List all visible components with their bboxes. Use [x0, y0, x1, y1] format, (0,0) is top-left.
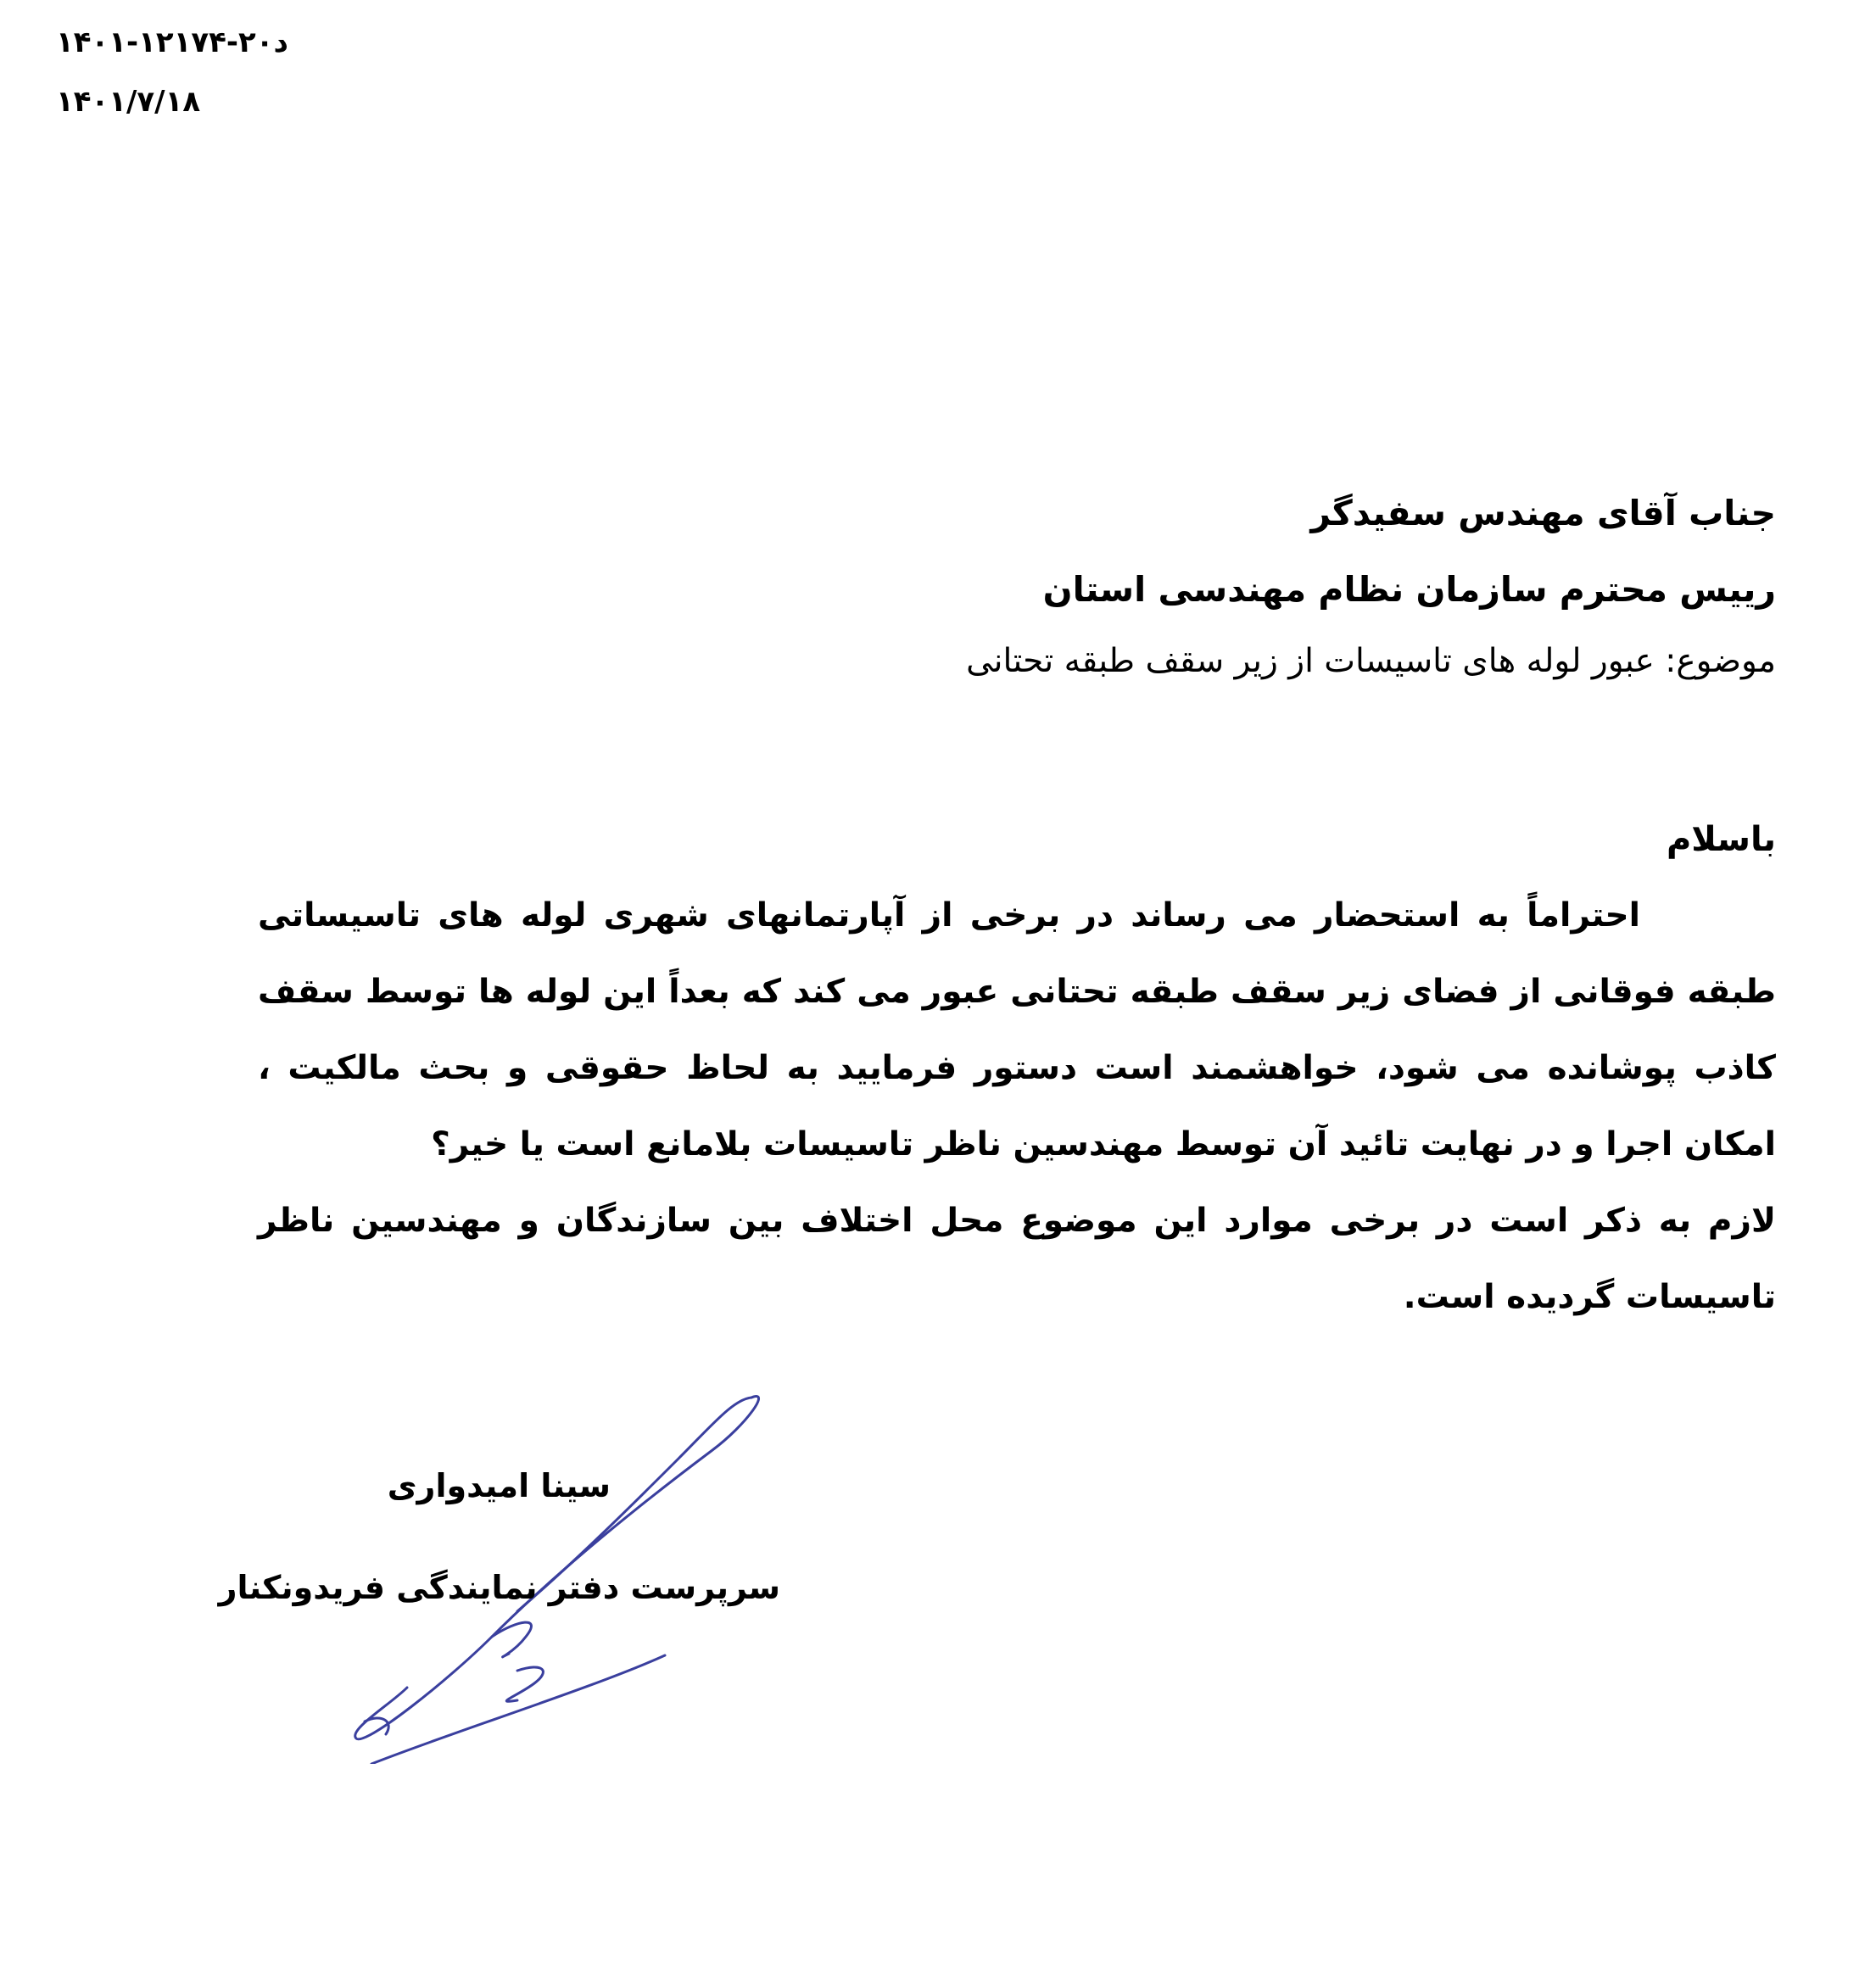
signer-title: سرپرست دفتر نمایندگی فریدونکنار — [218, 1569, 780, 1606]
recipient-name: جناب آقای مهندس سفیدگر — [1310, 493, 1776, 533]
letter-body — [258, 801, 1776, 1336]
salutation: باسلام — [1666, 820, 1776, 859]
body-paragraph-1: احتراماً به استحضار می رساند در برخی از آپارتمانهای شهری لوله های تاسیساتی طبقه فوقانی از فضای زیر سقف طبقه تحتانی عبور می کند که بعداً این لوله ها توسط سقف کاذب پوشانده می شود، خواهشمند است دستور فرمایید به لحاظ حقوقی و بحث مالکیت ، امکان اجرا و در نهایت تائید آن توسط مهندسین ناظر تاسیسات بلامانع است یا خیر؟ — [258, 896, 1776, 1163]
letter-date: ۱۴۰۱/۷/۱۸ — [56, 85, 201, 119]
body-paragraph-2: لازم به ذکر است در برخی موارد این موضوع محل اختلاف بین سازندگان و مهندسین ناظر تاسیسات گردیده است. — [258, 1202, 1776, 1316]
letter-reference-number: ۱۴۰۱-د۲۰-۱۲۱۷۴ — [56, 25, 288, 59]
letter-subject: موضوع: عبور لوله های تاسیسات از زیر سقف طبقه تحتانی — [966, 642, 1776, 680]
recipient-block — [928, 475, 1776, 695]
recipient-title: رییس محترم سازمان نظام مهندسی استان — [1042, 569, 1776, 610]
signer-name: سینا امیدواری — [387, 1467, 611, 1504]
signature-block — [218, 1391, 780, 1764]
